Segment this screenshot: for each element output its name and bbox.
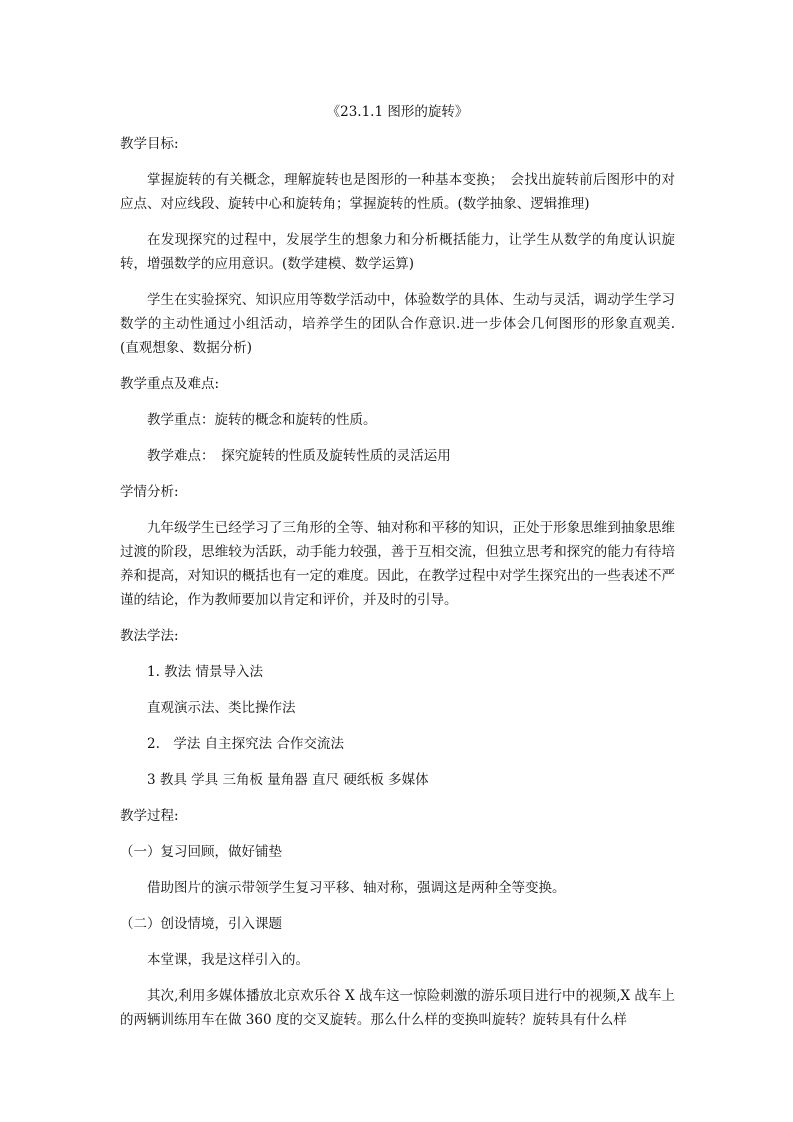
process-step-1-text: 借助图片的演示带领学生复习平移、轴对称，强调这是两种全等变换。	[147, 880, 566, 896]
process-heading: 教学过程:	[120, 808, 179, 824]
objective-paragraph-2: 在发现探究的过程中，发展学生的想象力和分析概括能力，让学生从数学的角度认识旋转，增强数学的应用意识。(数学建模、数学运算)	[120, 232, 675, 272]
process-step-2-heading: （二）创设情境，引入课题	[120, 916, 282, 932]
analysis-heading: 学情分析:	[120, 484, 179, 500]
objectives-heading: 教学目标:	[120, 136, 179, 152]
objective-paragraph-1: 掌握旋转的有关概念，理解旋转也是图形的一种基本变换； 会找出旋转前后图形中的对应点、对应线段、旋转中心和旋转角；掌握旋转的性质。(数学抽象、逻辑推理)	[120, 172, 675, 212]
document-body	[120, 100, 675, 1044]
method-item-3: 2. 学法 自主探究法 合作交流法	[147, 736, 344, 752]
key-point-line: 教学重点：旋转的概念和旋转的性质。	[147, 412, 377, 428]
methods-heading: 教法学法:	[120, 628, 179, 644]
method-item-4: 3 教具 学具 三角板 量角器 直尺 硬纸板 多媒体	[147, 772, 429, 788]
document-title: 《23.1.1 图形的旋转》	[326, 104, 469, 120]
method-item-2: 直观演示法、类比操作法	[147, 700, 296, 716]
method-item-1: 1. 教法 情景导入法	[147, 664, 263, 680]
process-step-1-heading: （一）复习回顾，做好铺垫	[120, 844, 282, 860]
key-points-heading: 教学重点及难点:	[120, 376, 220, 392]
objective-paragraph-3: 学生在实验探究、知识应用等数学活动中，体验数学的具体、生动与灵活，调动学生学习数学的主动性通过小组活动，培养学生的团队合作意识.进一步体会几何图形的形象直观美. (直观想象、数据分析)	[120, 292, 675, 356]
process-step-2-text-1: 本堂课，我是这样引入的。	[147, 952, 309, 968]
difficulty-line: 教学难点： 探究旋转的性质及旋转性质的灵活运用	[147, 448, 451, 464]
process-step-2-text-2: 其次,利用多媒体播放北京欢乐谷 X 战车这一惊险刺激的游乐项目进行中的视频,X 战车上的两辆训练用车在做 360 度的交叉旋转。那么什么样的变换叫旋转？旋转具有什么样	[120, 988, 675, 1028]
analysis-paragraph: 九年级学生已经学习了三角形的全等、轴对称和平移的知识，正处于形象思维到抽象思维过渡的阶段，思维较为活跃，动手能力较强，善于互相交流，但独立思考和探究的能力有待培养和提高，对知识的概括也有一定的难度。因此，在教学过程中对学生探究出的一些表述不严谨的结论，作为教师要加以肯定和评价，并及时的引导。	[120, 520, 675, 608]
